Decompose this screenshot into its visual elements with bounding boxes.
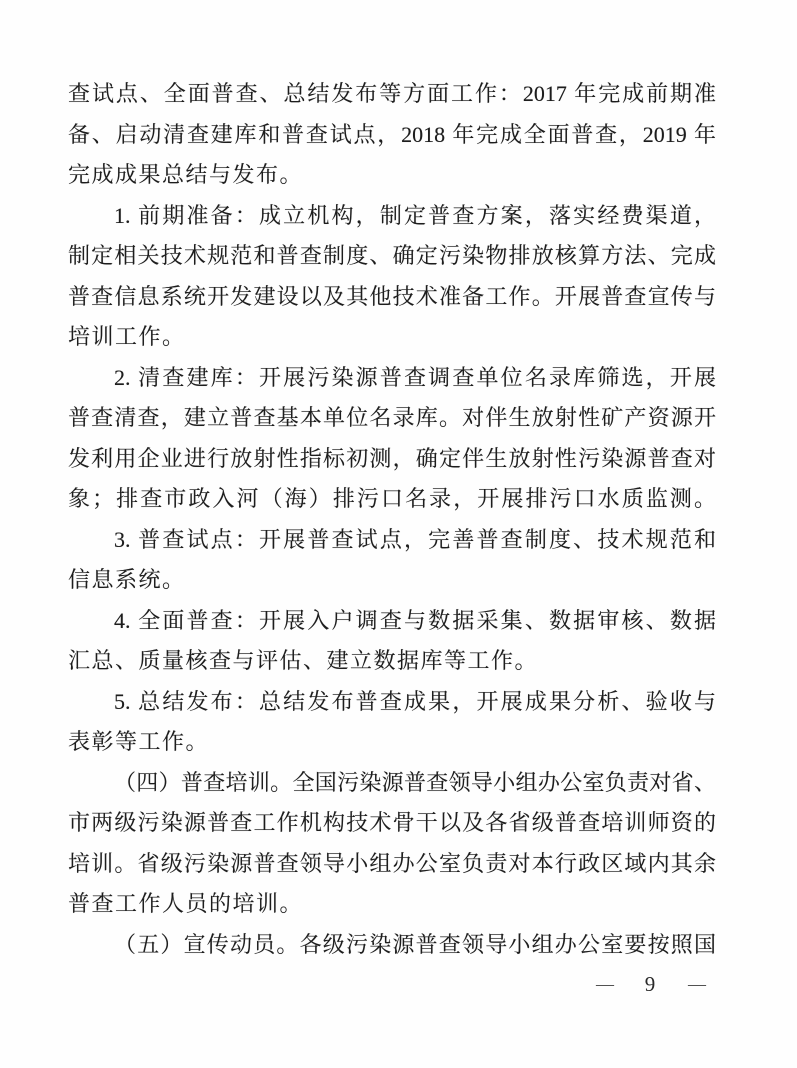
page-number-dash-left: — [596, 973, 612, 994]
text-line: 培训。省级污染源普查领导小组办公室负责对本行政区域内其余 [68, 850, 716, 876]
page-number-value: 9 [644, 971, 656, 996]
text-line: 汇总、质量核查与评估、建立数据库等工作。 [68, 648, 539, 673]
text-line: 查试点、全面普查、总结发布等方面工作：2017 年完成前期准 [68, 81, 716, 106]
text-line: 3. 普查试点：开展普查试点，完善普查制度、技术规范和 [114, 526, 716, 552]
text-line: 象；排查市政入河（海）排污口名录，开展排污口水质监测。 [68, 486, 716, 511]
text-line: 制定相关技术规范和普查制度、确定污染物排放核算方法、完成 [68, 243, 716, 268]
text-line: （五）宣传动员。各级污染源普查领导小组办公室要按照国 [114, 931, 716, 957]
text-line: 市两级污染源普查工作机构技术骨干以及各省级普查培训师资的 [68, 810, 716, 835]
text-line: 5. 总结发布：总结发布普查成果，开展成果分析、验收与 [114, 688, 716, 714]
text-line: 发利用企业进行放射性指标初测，确定伴生放射性污染源普查对 [68, 445, 716, 471]
text-line: 1. 前期准备：成立机构，制定普查方案，落实经费渠道， [114, 202, 716, 228]
text-line: （四）普查培训。全国污染源普查领导小组办公室负责对省、 [114, 769, 716, 795]
text-line: 普查工作人员的培训。 [68, 891, 304, 916]
text-lines [68, 74, 716, 965]
page-number-dash-right: — [688, 973, 704, 994]
text-line: 普查信息系统开发建设以及其他技术准备工作。开展普查宣传与 [68, 283, 716, 309]
text-line: 2. 清查建库：开展污染源普查调查单位名录库筛选，开展 [114, 364, 716, 390]
text-line: 培训工作。 [68, 324, 186, 349]
text-line: 完成成果总结与发布。 [68, 162, 304, 187]
text-line: 信息系统。 [68, 567, 186, 592]
text-line: 表彰等工作。 [68, 729, 210, 754]
page-number [596, 970, 704, 998]
text-line: 4. 全面普查：开展入户调查与数据采集、数据审核、数据 [114, 607, 716, 633]
text-line: 普查清查，建立普查基本单位名录库。对伴生放射性矿产资源开 [68, 405, 716, 430]
text-line: 备、启动清查建库和普查试点，2018 年完成全面普查，2019 年 [68, 121, 716, 147]
